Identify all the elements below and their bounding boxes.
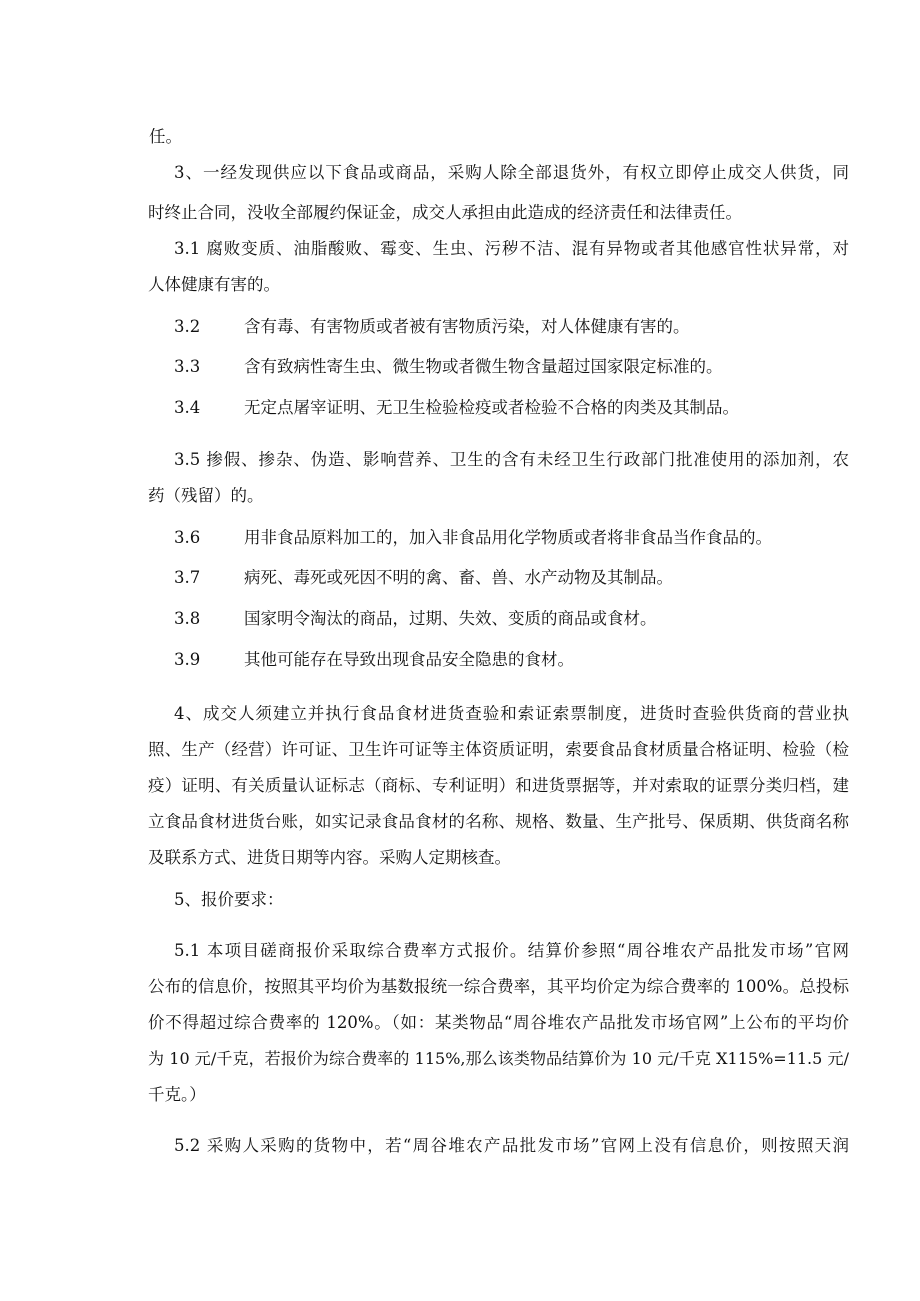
item-text: 无定点屠宰证明、无卫生检验检疫或者检验不合格的肉类及其制品。: [244, 398, 739, 417]
item-text: 其他可能存在导致出现食品安全隐患的食材。: [244, 650, 574, 669]
text-line: 为 10 元/千克，若报价为综合费率的 115%,那么该类物品结算价为 10 元/千克 X115%=11.5 元/: [148, 1049, 849, 1068]
text-line: 人体健康有害的。: [148, 275, 280, 294]
text-line: 5.1 本项目磋商报价采取综合费率方式报价。结算价参照“周谷堆农产品批发市场”官网: [174, 941, 849, 960]
text-line: 5.2 采购人采购的货物中，若“周谷堆农产品批发市场”官网上没有信息价，则按照天润: [174, 1136, 849, 1155]
text-line: 疫）证明、有关质量认证标志（商标、专利证明）和进货票据等，并对索取的证票分类归档，建: [148, 776, 849, 795]
section-heading: 5、报价要求：: [174, 890, 284, 909]
text-line: 时终止合同，没收全部履约保证金，成交人承担由此造成的经济责任和法律责任。: [148, 203, 742, 222]
text-line: 任。: [149, 127, 182, 146]
text-line: 药（残留）的。: [148, 486, 264, 505]
item-text: 含有毒、有害物质或者被有害物质污染，对人体健康有害的。: [244, 317, 690, 336]
text-line: 及联系方式、进货日期等内容。采购人定期核查。: [148, 848, 511, 867]
item-number: 3.4: [174, 398, 201, 417]
item-number: 3.9: [174, 650, 201, 669]
text-line: 公布的信息价，按照其平均价为基数报统一综合费率，其平均价定为综合费率的 100%。总投标: [148, 977, 849, 996]
item-number: 3.7: [174, 568, 201, 587]
text-line: 3.5 掺假、掺杂、伪造、影响营养、卫生的含有未经卫生行政部门批准使用的添加剂，农: [174, 450, 849, 469]
text-line: 4、成交人须建立并执行食品食材进货查验和索证索票制度，进货时查验供货商的营业执: [174, 704, 849, 723]
item-text: 用非食品原料加工的，加入非食品用化学物质或者将非食品当作食品的。: [244, 528, 772, 547]
text-line: 3.1 腐败变质、油脂酸败、霉变、生虫、污秽不洁、混有异物或者其他感官性状异常，对: [174, 239, 849, 258]
text-line: 照、生产（经营）许可证、卫生许可证等主体资质证明，索要食品食材质量合格证明、检验（检: [148, 740, 849, 759]
item-text: 病死、毒死或死因不明的禽、畜、兽、水产动物及其制品。: [244, 568, 673, 587]
item-number: 3.6: [174, 528, 201, 547]
item-number: 3.3: [174, 357, 201, 376]
text-line: 3、一经发现供应以下食品或商品，采购人除全部退货外，有权立即停止成交人供货，同: [174, 163, 849, 182]
text-line: 千克。）: [148, 1085, 206, 1104]
text-line: 价不得超过综合费率的 120%。（如：某类物品“周谷堆农产品批发市场官网”上公布的平均价: [148, 1013, 849, 1032]
item-number: 3.2: [174, 317, 201, 336]
item-number: 3.8: [174, 609, 201, 628]
item-text: 含有致病性寄生虫、微生物或者微生物含量超过国家限定标准的。: [244, 357, 723, 376]
text-line: 立食品食材进货台账，如实记录食品食材的名称、规格、数量、生产批号、保质期、供货商名称: [148, 812, 849, 831]
item-text: 国家明令淘汰的商品，过期、失效、变质的商品或食材。: [244, 609, 657, 628]
